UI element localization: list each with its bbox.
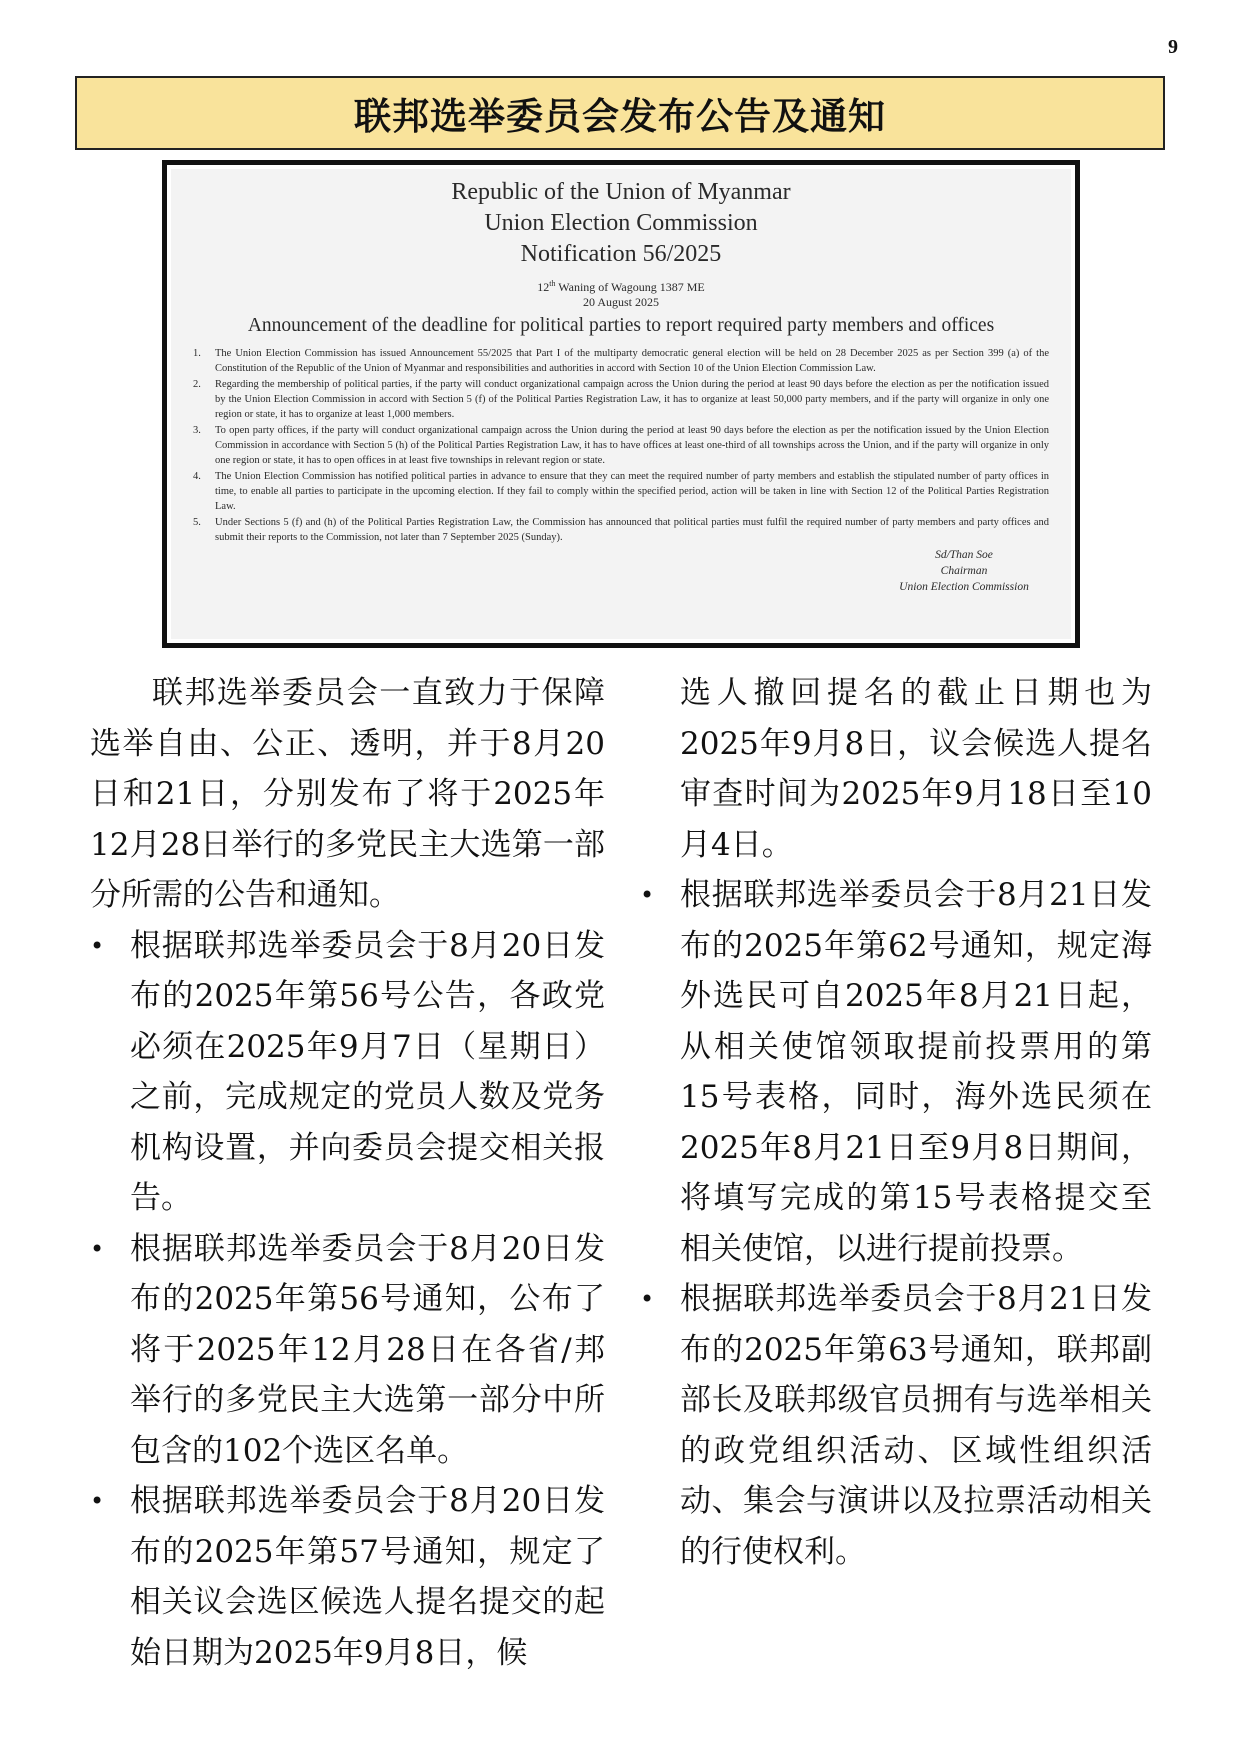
notification-signature: Sd/Than Soe Chairman Union Election Commission: [899, 549, 1029, 593]
notification-item: 5. Under Sections 5 (f) and (h) of the Political Parties Registration Law, the Commission has announced that political parties must fulfil the required number of party members and party offices and submit their reports to the Commission, not later than 7 September 2025 (Sunday).: [193, 517, 1049, 543]
bullet-icon: •: [90, 931, 105, 960]
notification-date-gregorian: 20 August 2025: [582, 295, 659, 309]
notification-item: 2. Regarding the membership of political parties, if the party will conduct organizational campaign across the Union during the period at least 90 days before the election as per the notification issued by the Union Election Commission in accord with Section 5 (f) of the Political Parties Registration Law, it has to organize at least 50,000 party members, and if the party will organize in only one region or state, it has to organize at least 1,000 members.: [193, 379, 1049, 420]
list-item: • 根据联邦选举委员会于8月20日发布的2025年第57号通知，规定了相关议会选区候选人提名提交的起始日期为2025年9月8日，候: [90, 1476, 605, 1678]
right-column: [640, 668, 1152, 1577]
notification-heading-2: Union Election Commission: [484, 210, 758, 236]
bullet-icon: •: [90, 1487, 105, 1515]
title-banner: [75, 76, 1165, 150]
intro-paragraph: 联邦选举委员会一直致力于保障选举自由、公正、透明，并于8月20日和21日，分别发布了将于2025年12月28日举行的多党民主大选第一部分所需的公告和通知。: [90, 675, 605, 913]
list-item: • 根据联邦选举委员会于8月21日发布的2025年第62号通知，规定海外选民可自2025年8月21日起，从相关使馆领取提前投票用的第15号表格，同时，海外选民须在2025年8月21日至9月8日期间，将填写完成的第15号表格提交至相关使馆，以进行提前投票。: [640, 870, 1152, 1274]
bullet-icon: •: [640, 881, 655, 909]
page-title: 联邦选举委员会发布公告及通知: [354, 95, 886, 138]
list-item: • 根据联邦选举委员会于8月21日发布的2025年第63号通知，联邦副部长及联邦级官员拥有与选举相关的政党组织活动、区域性组织活动、集会与演讲以及拉票活动相关的行使权利。: [640, 1274, 1152, 1577]
notification-item: 3. To open party offices, if the party will conduct organizational campaign across the Union during the period at least 90 days before the election as per the notification issued by the Union Election Commission in accordance with Section 5 (h) of the Political Parties Registration Law, it has to have offices at least one-third of all townships across the Union, and if the party will organize in only one region or state, it has to open offices in at least five townships in relevant region or state.: [193, 425, 1049, 466]
list-item: • 根据联邦选举委员会于8月20日发布的2025年第56号通知，公布了将于2025年12月28日在各省/邦举行的多党民主大选第一部分中所包含的102个选区名单。: [90, 1224, 605, 1477]
page-number: 9: [1168, 36, 1178, 58]
notification-subject: Announcement of the deadline for political parties to report required party members and offices: [247, 315, 995, 336]
list-item: • 根据联邦选举委员会于8月20日发布的2025年第56号公告，各政党必须在2025年9月7日（星期日）之前，完成规定的党员人数及党务机构设置，并向委员会提交相关报告。: [90, 921, 605, 1224]
notification-items: [193, 346, 1049, 545]
bullet-icon: •: [90, 1234, 105, 1263]
notification-image: [162, 160, 1080, 648]
notification-item: 4. The Union Election Commission has notified political parties in advance to ensure that they can meet the required number of party members and establish the stipulated number of party offices in time, to enable all parties to participate in the upcoming election. If they fail to comply within the specified period, action will be taken in line with Section 12 of the Political Parties Registration Law.: [193, 471, 1049, 512]
left-column: [90, 668, 605, 1678]
bullet-icon: •: [640, 1285, 655, 1313]
notification-date-myanmar: 12th Waning of Wagoung 1387 ME: [537, 279, 705, 294]
notification-heading-3: Notification 56/2025: [520, 241, 722, 267]
notification-item: 1. The Union Election Commission has issued Announcement 55/2025 that Part I of the multiparty democratic general election will be held on 28 December 2025 as per Section 399 (a) of the Constitution of the Republic of the Union of Myanmar and responsibilities and authorities in accord with Section 10 of the Union Election Commission Law.: [193, 348, 1049, 374]
notification-content: [171, 169, 1071, 639]
list-item-continuation: 选人撤回提名的截止日期也为2025年9月8日，议会候选人提名审查时间为2025年9月18日至10月4日。: [680, 675, 1152, 863]
notification-heading-1: Republic of the Union of Myanmar: [451, 179, 791, 205]
